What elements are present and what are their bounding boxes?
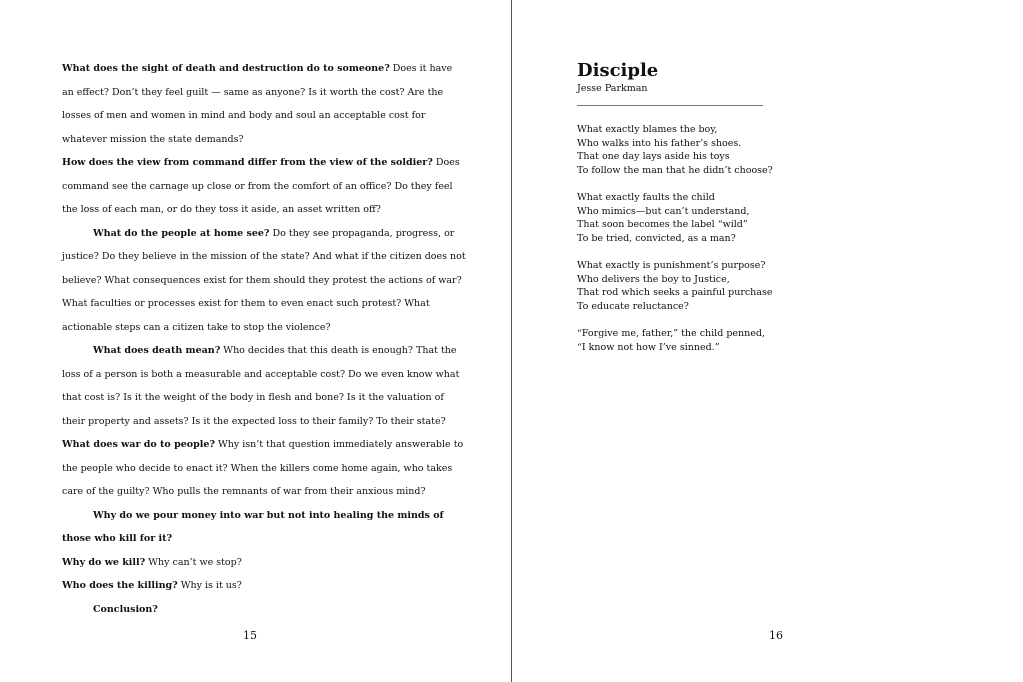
poem-line: Who walks into his father’s shoes. — [577, 137, 742, 149]
page-number: 16 — [769, 629, 783, 642]
essay-question: What do the people at home see? — [93, 227, 270, 239]
essay-paragraph — [62, 222, 467, 340]
essay-question: Conclusion? — [93, 603, 158, 615]
poem-line: Who delivers the boy to Justice, — [577, 273, 730, 285]
poem-stanza — [577, 123, 937, 177]
poem-line: “I know not how I’ve sinned.” — [577, 341, 720, 353]
poem-stanza — [577, 259, 937, 313]
essay-body: Do they see propaganda, progress, or justice? Do they believe in the mission of the state? And what if the citizen does not believe? What consequences exist for them should they protest the actions of war? What faculties or processes exist for them to even enact such protest? What actionable steps can a citizen take to stop the violence? — [62, 227, 466, 333]
poem-line: To be tried, convicted, as a man? — [577, 232, 736, 244]
poem-line: That soon becomes the label “wild” — [577, 219, 748, 231]
essay-paragraph — [62, 551, 467, 575]
page-number: 15 — [243, 629, 257, 642]
poem-author: Jesse Parkman — [577, 83, 648, 94]
essay-paragraph — [62, 574, 467, 598]
essay-body: Who decides that this death is enough? That the loss of a person is both a measurable and acceptable cost? Do we even know what that cost is? Is it the weight of the body in flesh and bone? Is it the valuation of their property and assets? Is it the expected loss to their family? To their state? — [62, 345, 460, 427]
poem-line: What exactly is punishment’s purpose? — [577, 259, 766, 271]
poem-line: That one day lays aside his toys — [577, 151, 730, 163]
essay-question: What does war do to people? — [62, 439, 215, 450]
left-page — [0, 0, 511, 682]
poem-stanza — [577, 191, 937, 245]
essay-body: Why isn’t that question immediately answerable to the people who decide to enact it? When the killers come home again, who takes care of the guilty? Who pulls the remnants of war from their anxious mind? — [62, 439, 464, 497]
essay-paragraph — [62, 598, 467, 622]
essay-paragraph — [62, 504, 467, 551]
essay-question: What does the sight of death and destruction do to someone? — [62, 63, 390, 74]
essay-question: How does the view from command differ from the view of the soldier? — [62, 157, 433, 168]
essay-body: Why is it us? — [177, 580, 242, 591]
poem-line: What exactly blames the boy, — [577, 124, 718, 135]
poem-line: To follow the man that he didn’t choose? — [577, 164, 773, 176]
title-divider — [577, 105, 763, 106]
poem-line: Who mimics—but can’t understand, — [577, 205, 750, 217]
book-spine — [511, 0, 512, 682]
right-page — [513, 0, 1023, 682]
poem-line: To educate reluctance? — [577, 300, 689, 312]
poem-stanza — [577, 327, 937, 354]
essay-paragraph — [62, 339, 467, 433]
essay-text — [62, 57, 467, 621]
poem-line: That rod which seeks a painful purchase — [577, 287, 773, 299]
essay-body: Does it have an effect? Don’t they feel guilt — same as anyone? Is it worth the cost? Are the losses of men and women in mind and body and soul an acceptable cost for whatever mission the state demands? — [62, 63, 453, 145]
poem-line: What exactly faults the child — [577, 191, 715, 203]
essay-paragraph — [62, 57, 467, 151]
poem-line: “Forgive me, father,” the child penned, — [577, 327, 765, 339]
essay-paragraph — [62, 151, 467, 222]
poem-text — [577, 123, 937, 354]
essay-body: Why can’t we stop? — [145, 556, 242, 568]
essay-question: Why do we kill? — [62, 556, 146, 568]
essay-paragraph — [62, 433, 467, 504]
essay-question: Who does the killing? — [62, 580, 178, 591]
essay-question: Why do we pour money into war but not into healing the minds of those who kill for it? — [62, 509, 444, 544]
essay-body: Does command see the carnage up close or from the comfort of an office? Do they feel the loss of each man, or do they toss it aside, an asset written off? — [62, 157, 460, 215]
essay-question: What does death mean? — [93, 345, 221, 356]
poem-title: Disciple — [577, 60, 659, 81]
